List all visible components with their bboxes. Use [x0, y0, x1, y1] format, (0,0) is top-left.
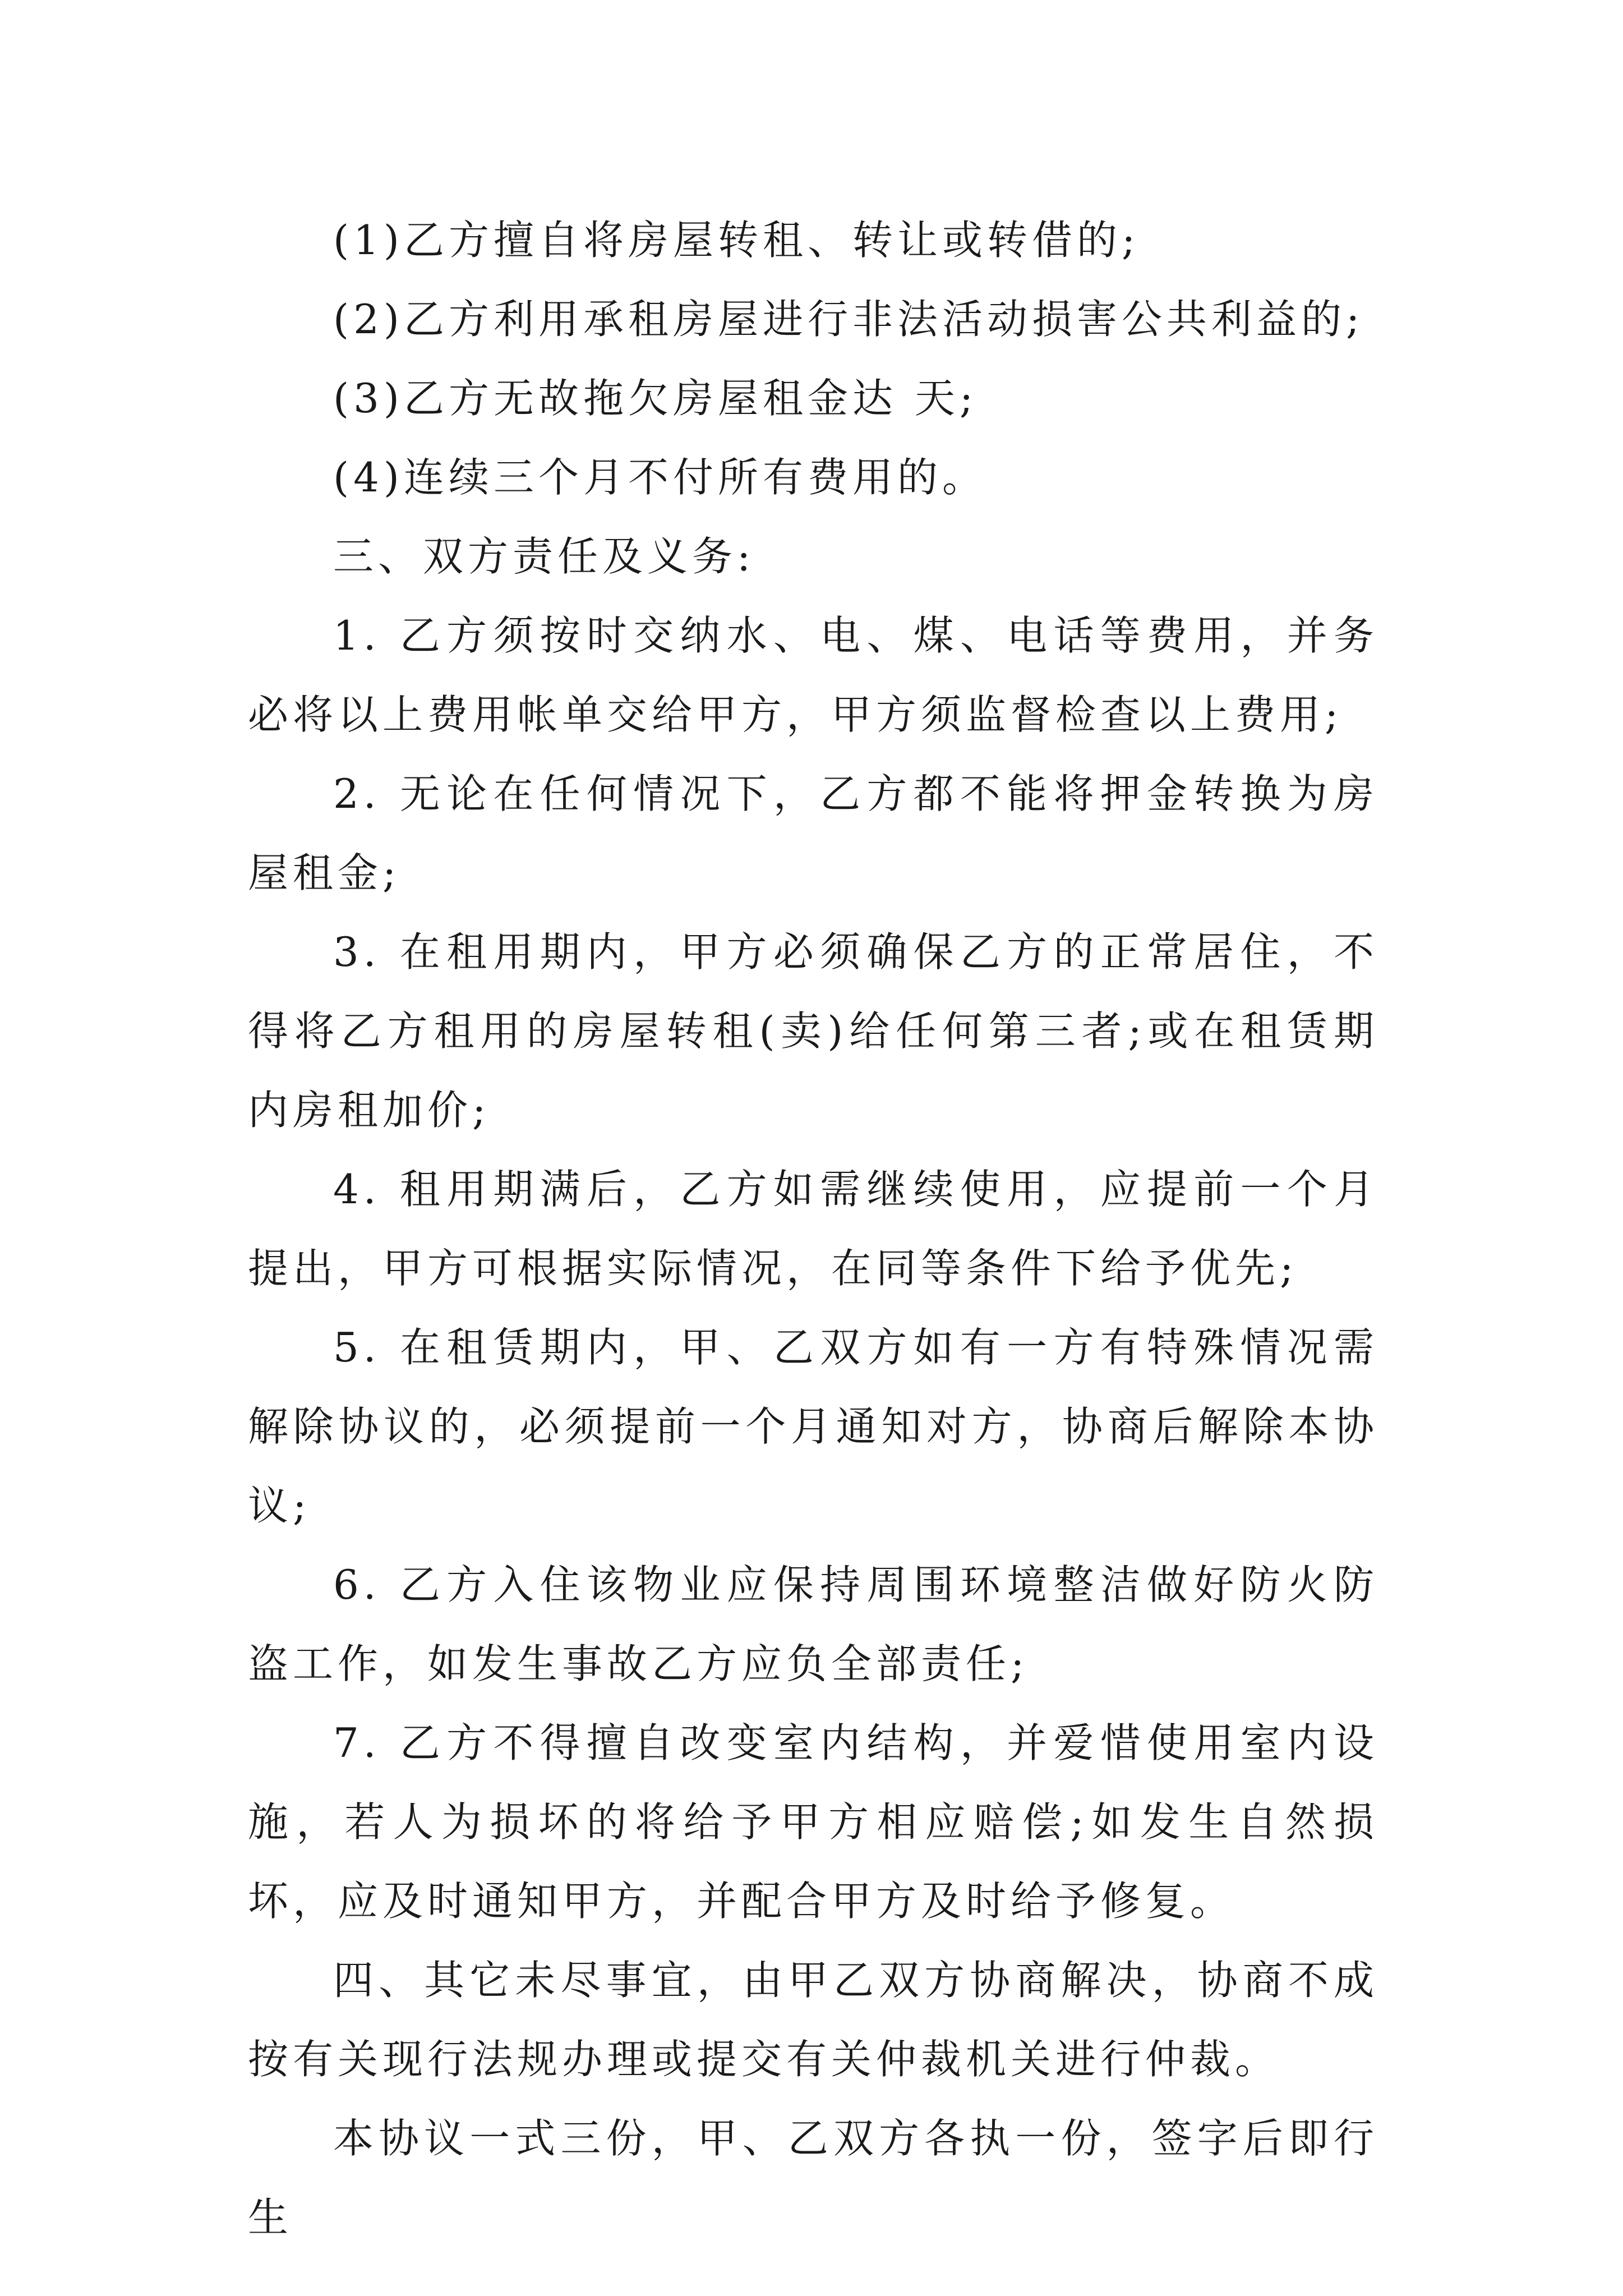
duty-3: 3. 在租用期内，甲方必须确保乙方的正常居住，不得将乙方租用的房屋转租(卖)给任何第三者;或在租赁期内房租加价;: [248, 928, 1378, 1134]
clause-4-unpaid-fees: (4)连续三个月不付所有费用的。: [333, 454, 987, 501]
duty-6: 6. 乙方入住该物业应保持周围环境整洁做好防火防盗工作，如发生事故乙方应负全部责任;: [248, 1561, 1378, 1687]
document-body: [248, 201, 1378, 2257]
clause-1-sublease: (1)乙方擅自将房屋转租、转让或转借的;: [333, 217, 1140, 264]
duty-5: 5. 在租赁期内，甲、乙双方如有一方有特殊情况需解除协议的，必须提前一个月通知对方，协商后解除本协议;: [248, 1324, 1378, 1529]
duty-1: 1. 乙方须按时交纳水、电、煤、电话等费用，并务必将以上费用帐单交给甲方，甲方须监督检查以上费用;: [248, 612, 1378, 738]
duty-2: 2. 无论在任何情况下，乙方都不能将押金转换为房屋租金;: [248, 770, 1378, 896]
section-3-heading: 三、双方责任及义务:: [333, 533, 755, 580]
clause-2-illegal-activity: (2)乙方利用承租房屋进行非法活动损害公共利益的;: [333, 296, 1364, 343]
closing-copies-clause: 本协议一式三份，甲、乙双方各执一份，签字后即行生: [248, 2115, 1378, 2241]
section-4-other-matters: 四、其它未尽事宜，由甲乙双方协商解决，协商不成按有关现行法规办理或提交有关仲裁机关进行仲裁。: [248, 1957, 1378, 2083]
clause-3-rent-arrears: (3)乙方无故拖欠房屋租金达 天;: [333, 375, 978, 422]
duty-7: 7. 乙方不得擅自改变室内结构，并爱惜使用室内设施，若人为损坏的将给予甲方相应赔偿;如发生自然损坏，应及时通知甲方，并配合甲方及时给予修复。: [248, 1719, 1378, 1925]
duty-4: 4. 租用期满后，乙方如需继续使用，应提前一个月提出，甲方可根据实际情况，在同等条件下给予优先;: [248, 1166, 1378, 1292]
